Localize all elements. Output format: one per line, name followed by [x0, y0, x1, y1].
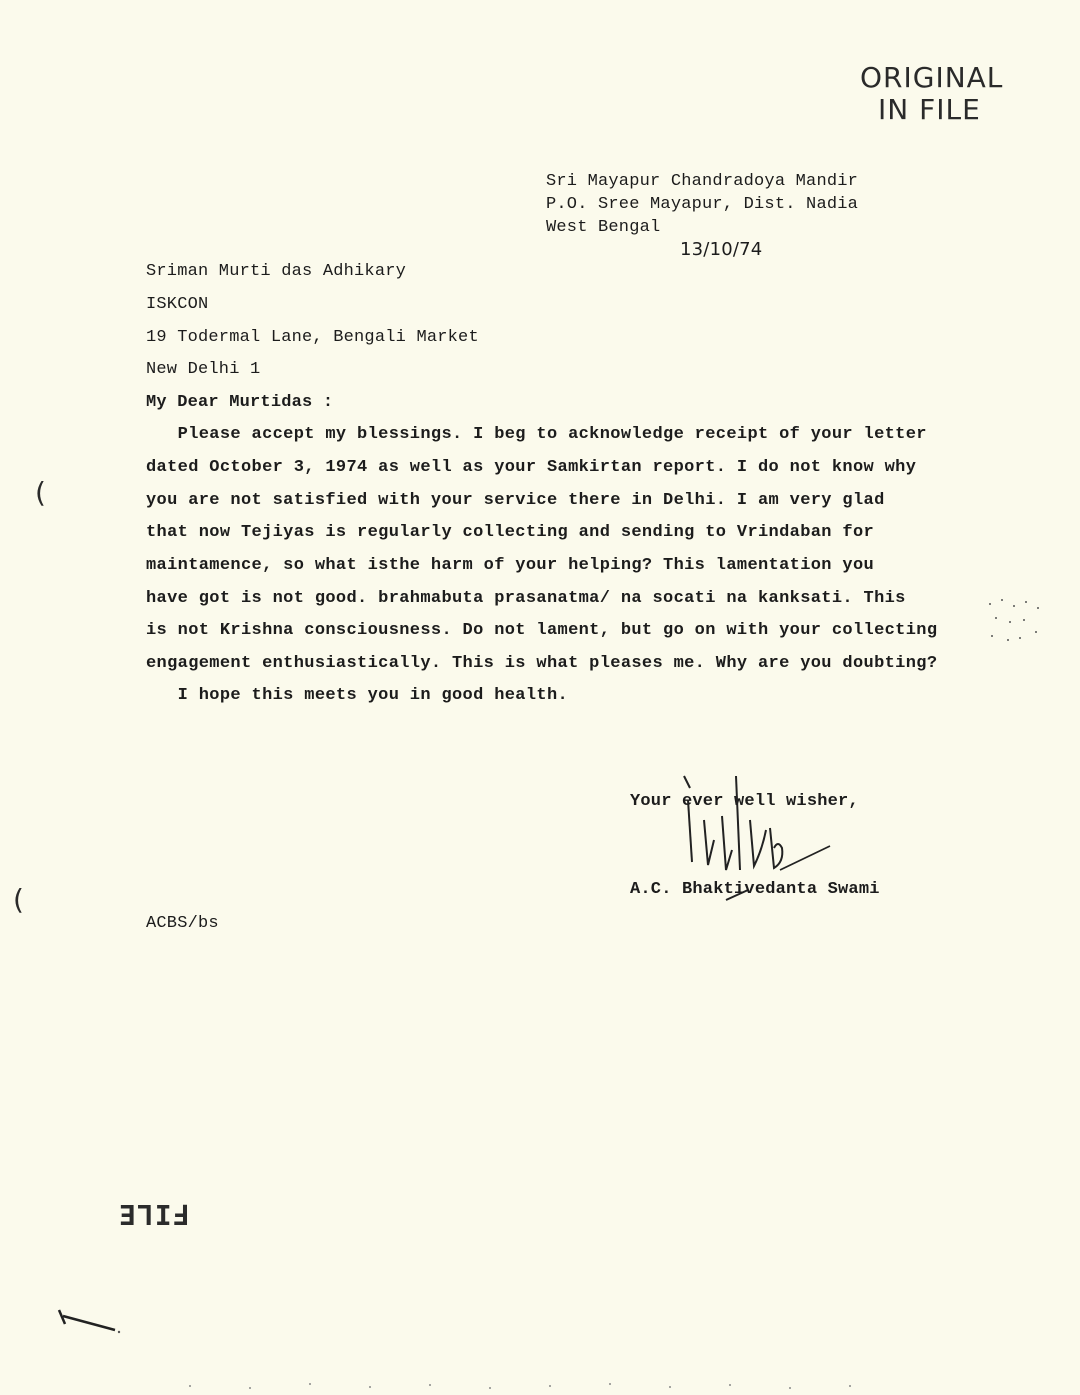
body-line: I hope this meets you in good health.	[146, 686, 569, 705]
original-in-file-stamp	[860, 62, 1003, 126]
recipient-city: New Delhi 1	[146, 360, 261, 379]
file-stamp: FILE	[118, 1198, 190, 1231]
body-line: engagement enthusiastically. This is what pleases me. Why are you doubting?	[146, 654, 938, 673]
body-line: you are not satisfied with your service there in Delhi. I am very glad	[146, 491, 885, 510]
body-line: have got is not good. brahmabuta prasanatma/ na socati na kanksati. This	[146, 589, 906, 608]
recipient-org: ISKCON	[146, 295, 209, 314]
body-line: that now Tejiyas is regularly collecting and sending to Vrindaban for	[146, 523, 875, 542]
sender-address-line-1: Sri Mayapur Chandradoya Mandir	[546, 172, 859, 191]
pen-mark	[55, 1300, 125, 1340]
recipient-street: 19 Todermal Lane, Bengali Market	[146, 328, 479, 347]
signatory-name: A.C. Bhaktivedanta Swami	[630, 880, 880, 899]
stamp-line-1: ORIGINAL	[860, 61, 1004, 94]
closing: Your ever well wisher,	[630, 792, 859, 811]
letter-date: 13/10/74	[680, 239, 763, 260]
punch-hole-mark: (	[35, 476, 46, 509]
body-line: maintamence, so what isthe harm of your helping? This lamentation you	[146, 556, 875, 575]
bottom-edge-smudge	[170, 1378, 870, 1394]
reference-initials: ACBS/bs	[146, 914, 219, 933]
recipient-name: Sriman Murti das Adhikary	[146, 262, 407, 281]
sender-address-line-2: P.O. Sree Mayapur, Dist. Nadia	[546, 195, 859, 214]
body-line: Please accept my blessings. I beg to acknowledge receipt of your letter	[146, 425, 927, 444]
punch-hole-mark: (	[13, 883, 24, 916]
sender-address-line-3: West Bengal	[546, 218, 661, 237]
ink-speckle	[980, 592, 1050, 652]
body-line: is not Krishna consciousness. Do not lament, but go on with your collecting	[146, 621, 938, 640]
stamp-line-2: IN FILE	[878, 93, 981, 126]
salutation: My Dear Murtidas :	[146, 393, 334, 412]
body-line: dated October 3, 1974 as well as your Samkirtan report. I do not know why	[146, 458, 917, 477]
